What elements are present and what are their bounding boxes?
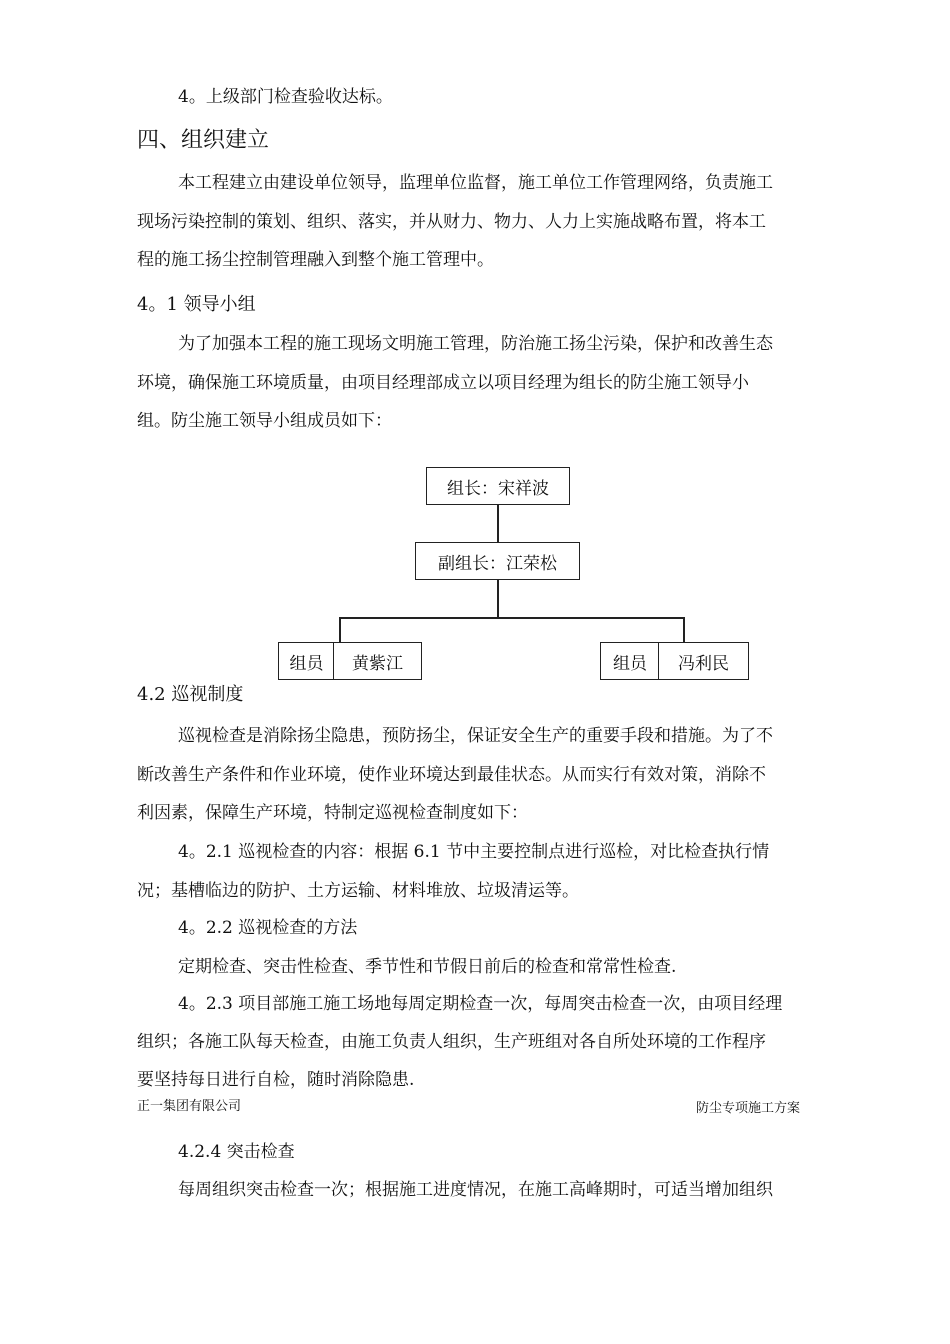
- org-member-role: 组员: [278, 642, 335, 680]
- org-connector: [339, 617, 341, 643]
- paragraph-line: 4.2.4 突击检查: [178, 1142, 295, 1162]
- subsection-heading: 4。1 领导小组: [137, 294, 256, 315]
- paragraph-line: 现场污染控制的策划、组织、落实，并从财力、物力、人力上实施战略布置，将本工: [137, 212, 766, 232]
- org-member-name: 黄紫江: [333, 642, 422, 680]
- org-connector: [683, 617, 685, 643]
- paragraph-line: 本工程建立由建设单位领导，监理单位监督，施工单位工作管理网络，负责施工: [178, 173, 773, 193]
- org-connector: [497, 505, 499, 542]
- paragraph-line: 定期检查、突击性检查、季节性和节假日前后的检查和常常性检查.: [178, 957, 677, 977]
- section-heading: 四、组织建立: [137, 128, 270, 153]
- paragraph-line: 4。2.2 巡视检查的方法: [178, 918, 358, 938]
- footer-company: 正一集团有限公司: [137, 1099, 242, 1114]
- paragraph-line: 每周组织突击检查一次；根据施工进度情况，在施工高峰期时，可适当增加组织: [178, 1180, 773, 1200]
- org-deputy-box: 副组长：江荣松: [415, 542, 580, 580]
- paragraph-line: 况；基槽临边的防护、土方运输、材料堆放、垃圾清运等。: [137, 881, 579, 901]
- paragraph-line: 要坚持每日进行自检，随时消除隐患.: [137, 1070, 415, 1090]
- org-connector: [497, 580, 499, 618]
- paragraph-line: 巡视检查是消除扬尘隐患，预防扬尘，保证安全生产的重要手段和措施。为了不: [178, 726, 773, 746]
- footer-document-title: 防尘专项施工方案: [696, 1101, 801, 1116]
- paragraph-line: 利因素，保障生产环境，特制定巡视检查制度如下：: [137, 803, 528, 823]
- org-member-name: 冯利民: [658, 642, 749, 680]
- list-item-4: 4。上级部门检查验收达标。: [178, 87, 393, 107]
- paragraph-line: 程的施工扬尘控制管理融入到整个施工管理中。: [137, 250, 494, 270]
- org-leader-box: 组长：宋祥波: [426, 467, 570, 505]
- paragraph-line: 4。2.1 巡视检查的内容：根据 6.1 节中主要控制点进行巡检，对比检查执行情: [178, 842, 770, 862]
- paragraph-line: 4。2.3 项目部施工施工场地每周定期检查一次，每周突击检查一次，由项目经理: [178, 994, 783, 1014]
- paragraph-line: 为了加强本工程的施工现场文明施工管理，防治施工扬尘污染，保护和改善生态: [178, 334, 773, 354]
- paragraph-line: 断改善生产条件和作业环境，使作业环境达到最佳状态。从而实行有效对策，消除不: [137, 765, 766, 785]
- paragraph-line: 环境，确保施工环境质量，由项目经理部成立以项目经理为组长的防尘施工领导小: [137, 373, 749, 393]
- org-member-role: 组员: [600, 642, 660, 680]
- paragraph-line: 组。防尘施工领导小组成员如下：: [137, 411, 392, 431]
- subsection-heading: 4.2 巡视制度: [137, 684, 244, 705]
- org-connector: [339, 617, 684, 619]
- paragraph-line: 组织；各施工队每天检查，由施工负责人组织，生产班组对各自所处环境的工作程序: [137, 1032, 766, 1052]
